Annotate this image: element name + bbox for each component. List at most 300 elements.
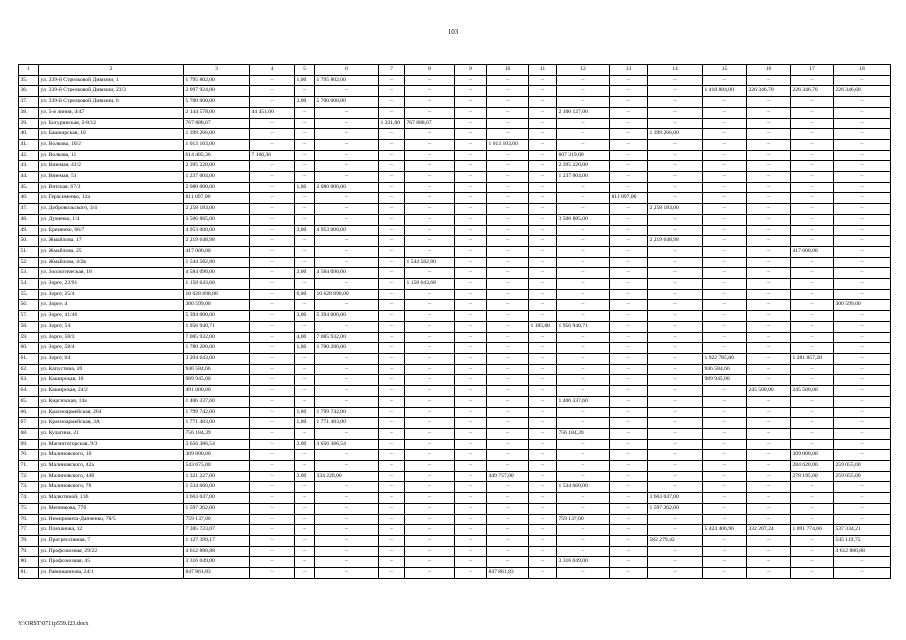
- value-cell: –: [379, 300, 405, 311]
- value-cell: 226 346,70: [747, 86, 791, 97]
- value-cell: –: [529, 257, 557, 268]
- value-cell: –: [250, 257, 295, 268]
- value-cell: –: [791, 161, 834, 172]
- value-cell: –: [610, 386, 648, 397]
- value-cell: –: [648, 375, 703, 386]
- table-row: [19, 343, 891, 354]
- value-cell: –: [379, 279, 405, 290]
- value-cell: –: [791, 503, 834, 514]
- value-cell: 2 395 220,00: [557, 161, 610, 172]
- row-number-cell: 39.: [19, 118, 39, 129]
- value-cell: –: [703, 118, 747, 129]
- value-cell: –: [557, 139, 610, 150]
- value-cell: –: [315, 279, 379, 290]
- value-cell: –: [834, 97, 891, 108]
- value-cell: –: [379, 407, 405, 418]
- value-cell: –: [747, 503, 791, 514]
- value-cell: –: [250, 364, 295, 375]
- value-cell: –: [791, 418, 834, 429]
- value-cell: –: [791, 214, 834, 225]
- row-number-cell: 41.: [19, 139, 39, 150]
- value-cell: –: [703, 214, 747, 225]
- value-cell: –: [648, 407, 703, 418]
- value-cell: –: [455, 353, 487, 364]
- value-cell: –: [405, 439, 455, 450]
- value-cell: –: [315, 193, 379, 204]
- value-cell: –: [379, 257, 405, 268]
- value-cell: –: [487, 161, 529, 172]
- value-cell: 543 675,00: [184, 461, 250, 472]
- value-cell: –: [295, 386, 315, 397]
- value-cell: –: [379, 428, 405, 439]
- value-cell: –: [487, 236, 529, 247]
- value-cell: –: [791, 289, 834, 300]
- value-cell: –: [747, 118, 791, 129]
- value-cell: –: [379, 311, 405, 322]
- value-cell: –: [455, 450, 487, 461]
- value-cell: –: [834, 353, 891, 364]
- value-cell: –: [455, 546, 487, 557]
- value-cell: –: [250, 279, 295, 290]
- row-number-cell: 47.: [19, 204, 39, 215]
- table-row: [19, 214, 891, 225]
- value-cell: –: [487, 289, 529, 300]
- value-cell: 847 861,83: [487, 568, 529, 579]
- value-cell: –: [610, 182, 648, 193]
- value-cell: –: [791, 493, 834, 504]
- value-cell: 1 013 103,00: [487, 139, 529, 150]
- value-cell: –: [648, 461, 703, 472]
- value-cell: –: [747, 236, 791, 247]
- value-cell: –: [747, 461, 791, 472]
- value-cell: –: [703, 246, 747, 257]
- value-cell: –: [703, 343, 747, 354]
- row-number-cell: 52.: [19, 257, 39, 268]
- value-cell: –: [703, 139, 747, 150]
- value-cell: –: [379, 204, 405, 215]
- value-cell: –: [315, 514, 379, 525]
- value-cell: 811 097,00: [184, 193, 250, 204]
- value-cell: –: [295, 139, 315, 150]
- value-cell: –: [295, 279, 315, 290]
- value-cell: –: [610, 107, 648, 118]
- value-cell: 259 055,00: [834, 461, 891, 472]
- table-row: [19, 493, 891, 504]
- value-cell: –: [487, 332, 529, 343]
- value-cell: –: [610, 311, 648, 322]
- table-row: [19, 311, 891, 322]
- value-cell: –: [529, 546, 557, 557]
- value-cell: –: [557, 471, 610, 482]
- value-cell: 2 258 183,00: [184, 204, 250, 215]
- value-cell: –: [834, 364, 891, 375]
- value-cell: –: [315, 214, 379, 225]
- value-cell: 3 316 049,00: [557, 557, 610, 568]
- value-cell: –: [648, 568, 703, 579]
- value-cell: –: [379, 246, 405, 257]
- value-cell: –: [315, 503, 379, 514]
- value-cell: –: [610, 396, 648, 407]
- value-cell: –: [379, 493, 405, 504]
- value-cell: –: [791, 396, 834, 407]
- value-cell: 3 663 047,00: [648, 493, 703, 504]
- value-cell: –: [250, 514, 295, 525]
- value-cell: –: [315, 482, 379, 493]
- address-cell: ул. 5-я линия, 4/47: [39, 107, 184, 118]
- table-row: [19, 568, 891, 579]
- value-cell: –: [487, 172, 529, 183]
- value-cell: –: [557, 311, 610, 322]
- value-cell: 989 945,00: [184, 375, 250, 386]
- value-cell: –: [487, 418, 529, 429]
- value-cell: –: [379, 236, 405, 247]
- value-cell: –: [747, 546, 791, 557]
- value-cell: –: [834, 386, 891, 397]
- value-cell: –: [250, 75, 295, 86]
- value-cell: –: [610, 450, 648, 461]
- value-cell: 946 584,66: [184, 364, 250, 375]
- value-cell: –: [791, 279, 834, 290]
- value-cell: –: [703, 546, 747, 557]
- value-cell: –: [648, 482, 703, 493]
- value-cell: –: [529, 86, 557, 97]
- value-cell: –: [250, 300, 295, 311]
- value-cell: –: [557, 461, 610, 472]
- value-cell: –: [250, 525, 295, 536]
- column-header: 13: [610, 65, 648, 76]
- value-cell: –: [487, 503, 529, 514]
- value-cell: 2,00: [295, 268, 315, 279]
- value-cell: 226 346,70: [791, 86, 834, 97]
- value-cell: –: [557, 364, 610, 375]
- value-cell: –: [315, 364, 379, 375]
- value-cell: –: [747, 139, 791, 150]
- value-cell: –: [487, 225, 529, 236]
- address-cell: ул. Малиновского, 44б: [39, 471, 184, 482]
- value-cell: –: [315, 204, 379, 215]
- row-number-cell: 37.: [19, 97, 39, 108]
- value-cell: –: [557, 546, 610, 557]
- table-row: [19, 396, 891, 407]
- value-cell: –: [487, 97, 529, 108]
- value-cell: –: [747, 289, 791, 300]
- value-cell: –: [747, 396, 791, 407]
- address-cell: ул. Вяземая, 41/2: [39, 161, 184, 172]
- address-cell: ул. Кулагина, 21: [39, 428, 184, 439]
- value-cell: –: [455, 375, 487, 386]
- value-cell: 582 279,42: [648, 535, 703, 546]
- value-cell: –: [295, 172, 315, 183]
- value-cell: –: [557, 568, 610, 579]
- value-cell: 756 184,39: [184, 428, 250, 439]
- value-cell: –: [250, 139, 295, 150]
- value-cell: 537 334,21: [834, 525, 891, 536]
- address-cell: ул. Зоологическая, 18: [39, 268, 184, 279]
- value-cell: –: [405, 514, 455, 525]
- value-cell: –: [529, 268, 557, 279]
- value-cell: –: [610, 225, 648, 236]
- value-cell: –: [747, 300, 791, 311]
- address-cell: ул. Жмайлова, 4/2в: [39, 257, 184, 268]
- value-cell: 7 085 932,00: [184, 332, 250, 343]
- value-cell: –: [487, 353, 529, 364]
- value-cell: –: [791, 257, 834, 268]
- row-number-cell: 59.: [19, 332, 39, 343]
- value-cell: 10 628 898,00: [315, 289, 379, 300]
- value-cell: –: [250, 236, 295, 247]
- address-cell: ул. Богуринская, 2-8/12: [39, 118, 184, 129]
- value-cell: –: [405, 407, 455, 418]
- value-cell: –: [379, 364, 405, 375]
- value-cell: –: [703, 535, 747, 546]
- column-header: 6: [315, 65, 379, 76]
- value-cell: –: [250, 214, 295, 225]
- value-cell: 811 097,00: [610, 193, 648, 204]
- value-cell: –: [610, 214, 648, 225]
- value-cell: –: [250, 311, 295, 322]
- value-cell: –: [529, 289, 557, 300]
- row-number-cell: 46.: [19, 193, 39, 204]
- value-cell: –: [834, 236, 891, 247]
- value-cell: –: [315, 557, 379, 568]
- value-cell: –: [834, 193, 891, 204]
- value-cell: –: [610, 546, 648, 557]
- value-cell: –: [455, 514, 487, 525]
- value-cell: 1 158 643,68: [184, 279, 250, 290]
- value-cell: –: [648, 246, 703, 257]
- value-cell: –: [648, 279, 703, 290]
- value-cell: –: [295, 150, 315, 161]
- value-cell: –: [703, 161, 747, 172]
- table-row: [19, 86, 891, 97]
- address-cell: ул. Зорге, 58/3: [39, 332, 184, 343]
- address-cell: ул. Волкова, 11: [39, 150, 184, 161]
- value-cell: –: [703, 172, 747, 183]
- table-row: [19, 279, 891, 290]
- row-number-cell: 62.: [19, 364, 39, 375]
- value-cell: 4 584 090,00: [315, 268, 379, 279]
- value-cell: –: [834, 129, 891, 140]
- value-cell: 3 656 386,54: [184, 439, 250, 450]
- value-cell: –: [834, 439, 891, 450]
- value-cell: –: [487, 557, 529, 568]
- value-cell: 2 219 648,98: [184, 236, 250, 247]
- value-cell: –: [405, 193, 455, 204]
- value-cell: –: [379, 214, 405, 225]
- address-cell: ул. 339-й Стрелковой Дивизии, 6: [39, 97, 184, 108]
- value-cell: –: [529, 204, 557, 215]
- table-row: [19, 418, 891, 429]
- value-cell: –: [703, 225, 747, 236]
- value-cell: –: [455, 396, 487, 407]
- value-cell: –: [487, 535, 529, 546]
- value-cell: 1 406 337,60: [557, 396, 610, 407]
- value-cell: –: [703, 428, 747, 439]
- value-cell: –: [791, 129, 834, 140]
- value-cell: –: [747, 246, 791, 257]
- value-cell: 614 485,36: [184, 150, 250, 161]
- table-row: [19, 193, 891, 204]
- value-cell: –: [747, 321, 791, 332]
- address-cell: ул. Зорге, 41/46: [39, 311, 184, 322]
- value-cell: –: [648, 257, 703, 268]
- value-cell: –: [405, 418, 455, 429]
- value-cell: –: [834, 396, 891, 407]
- value-cell: –: [610, 439, 648, 450]
- value-cell: –: [703, 514, 747, 525]
- value-cell: –: [610, 407, 648, 418]
- value-cell: –: [487, 364, 529, 375]
- value-cell: 245 500,00: [747, 386, 791, 397]
- value-cell: –: [648, 439, 703, 450]
- value-cell: –: [557, 450, 610, 461]
- value-cell: –: [747, 450, 791, 461]
- value-cell: 2 080 000,00: [315, 182, 379, 193]
- address-cell: ул. Прогрессивная, 7: [39, 535, 184, 546]
- value-cell: –: [610, 493, 648, 504]
- value-cell: 1,00: [295, 182, 315, 193]
- value-cell: –: [529, 535, 557, 546]
- value-cell: –: [405, 375, 455, 386]
- value-cell: –: [529, 364, 557, 375]
- value-cell: 1 795 802,00: [184, 75, 250, 86]
- value-cell: 417 000,00: [184, 246, 250, 257]
- value-cell: –: [791, 204, 834, 215]
- value-cell: –: [487, 75, 529, 86]
- value-cell: –: [791, 546, 834, 557]
- address-cell: ул. Жмайлова, 17: [39, 236, 184, 247]
- value-cell: –: [295, 525, 315, 536]
- value-cell: –: [405, 300, 455, 311]
- value-cell: –: [834, 343, 891, 354]
- value-cell: –: [648, 97, 703, 108]
- value-cell: –: [405, 546, 455, 557]
- table-row: [19, 557, 891, 568]
- row-number-cell: 75.: [19, 503, 39, 514]
- value-cell: –: [747, 268, 791, 279]
- address-cell: ул. Красноармейская, 264: [39, 407, 184, 418]
- value-cell: –: [487, 482, 529, 493]
- address-cell: ул. Немировича-Данченко, 78/5: [39, 514, 184, 525]
- value-cell: –: [610, 353, 648, 364]
- value-cell: –: [557, 86, 610, 97]
- value-cell: –: [405, 428, 455, 439]
- row-number-cell: 63.: [19, 375, 39, 386]
- value-cell: 7 085 932,00: [315, 332, 379, 343]
- value-cell: –: [487, 300, 529, 311]
- value-cell: –: [791, 182, 834, 193]
- value-cell: 1 597 362,00: [648, 503, 703, 514]
- value-cell: –: [455, 150, 487, 161]
- address-cell: ул. Зорге, 58/4: [39, 343, 184, 354]
- table-row: [19, 471, 891, 482]
- value-cell: –: [703, 311, 747, 322]
- value-cell: –: [557, 75, 610, 86]
- value-cell: 449 757,00: [487, 471, 529, 482]
- value-cell: –: [703, 300, 747, 311]
- column-header: 15: [703, 65, 747, 76]
- value-cell: –: [610, 525, 648, 536]
- value-cell: –: [529, 129, 557, 140]
- value-cell: 1 091 774,66: [791, 525, 834, 536]
- value-cell: –: [295, 118, 315, 129]
- value-cell: –: [529, 279, 557, 290]
- value-cell: –: [747, 182, 791, 193]
- value-cell: –: [557, 257, 610, 268]
- row-number-cell: 45.: [19, 182, 39, 193]
- value-cell: –: [557, 97, 610, 108]
- value-cell: –: [295, 482, 315, 493]
- value-cell: –: [295, 86, 315, 97]
- value-cell: –: [834, 161, 891, 172]
- value-cell: –: [529, 311, 557, 322]
- value-cell: –: [295, 503, 315, 514]
- value-cell: –: [791, 236, 834, 247]
- value-cell: –: [250, 407, 295, 418]
- column-header: 1: [19, 65, 39, 76]
- address-cell: ул. Зорге, 25/4: [39, 289, 184, 300]
- value-cell: –: [610, 503, 648, 514]
- value-cell: –: [791, 535, 834, 546]
- value-cell: –: [487, 182, 529, 193]
- value-cell: –: [529, 375, 557, 386]
- value-cell: 1 185,00: [529, 321, 557, 332]
- value-cell: –: [648, 107, 703, 118]
- value-cell: 1 799 742,00: [184, 407, 250, 418]
- value-cell: –: [557, 525, 610, 536]
- address-cell: ул. 339-й Стрелковой Дивизии, 23/3: [39, 86, 184, 97]
- value-cell: –: [703, 407, 747, 418]
- value-cell: –: [250, 343, 295, 354]
- value-cell: –: [529, 386, 557, 397]
- value-cell: –: [557, 493, 610, 504]
- table-row: [19, 375, 891, 386]
- value-cell: 3 506 885,00: [557, 214, 610, 225]
- address-cell: ул. Малиновского, 42а: [39, 461, 184, 472]
- value-cell: –: [703, 182, 747, 193]
- row-number-cell: 80.: [19, 557, 39, 568]
- value-cell: 1 780 280,00: [315, 343, 379, 354]
- value-cell: 767 888,67: [405, 118, 455, 129]
- value-cell: –: [557, 268, 610, 279]
- value-cell: –: [610, 236, 648, 247]
- value-cell: –: [295, 493, 315, 504]
- row-number-cell: 61.: [19, 353, 39, 364]
- value-cell: –: [487, 193, 529, 204]
- value-cell: –: [703, 289, 747, 300]
- value-cell: 7 166,36: [250, 150, 295, 161]
- value-cell: 847 861,83: [184, 568, 250, 579]
- value-cell: –: [648, 225, 703, 236]
- value-cell: –: [405, 461, 455, 472]
- value-cell: –: [834, 321, 891, 332]
- value-cell: –: [557, 503, 610, 514]
- value-cell: –: [529, 450, 557, 461]
- value-cell: –: [529, 557, 557, 568]
- row-number-cell: 55.: [19, 289, 39, 300]
- value-cell: –: [648, 150, 703, 161]
- value-cell: –: [703, 150, 747, 161]
- value-cell: 946 584,66: [703, 364, 747, 375]
- value-cell: –: [703, 418, 747, 429]
- value-cell: –: [529, 214, 557, 225]
- table-row: [19, 161, 891, 172]
- value-cell: 1 544 582,80: [184, 257, 250, 268]
- row-number-cell: 40.: [19, 129, 39, 140]
- value-cell: –: [834, 225, 891, 236]
- value-cell: –: [405, 236, 455, 247]
- value-cell: 1 237 004,00: [557, 172, 610, 183]
